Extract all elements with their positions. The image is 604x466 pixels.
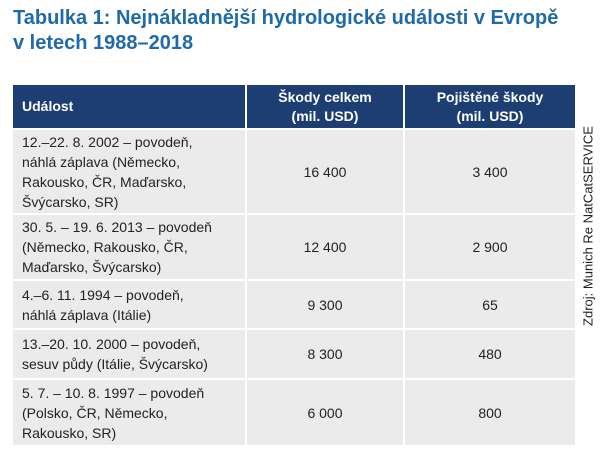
event-cell [13, 378, 247, 445]
header-total-damages-line-2: (mil. USD) [291, 107, 359, 124]
header-insured-damages-line-1: Pojištěné škody [436, 88, 544, 105]
table-row [13, 213, 575, 279]
event-line: náhlá záplava (Itálie) [22, 306, 152, 323]
event-line: (Polsko, ČR, Německo, [22, 404, 168, 421]
header-total-damages-line-1: Škody celkem [278, 88, 372, 105]
table-title [13, 6, 573, 56]
table-row [13, 279, 575, 328]
header-event-label: Událost [22, 98, 74, 114]
insured-damages-cell: 65 [405, 279, 575, 328]
event-line: náhlá záplava (Německo, [22, 153, 180, 170]
event-line: (Německo, Rakousko, ČR, [22, 239, 188, 255]
table-row [13, 128, 575, 213]
event-line: Švýcarsko, SR) [22, 193, 119, 210]
header-insured-damages-line-2: (mil. USD) [456, 107, 524, 124]
source-label: Zdroj: Munich Re NatCatSERVICE [580, 126, 596, 326]
event-line: 4.–6. 11. 1994 – povodeň, [22, 286, 184, 303]
event-line: 5. 7. – 10. 8. 1997 – povodeň [22, 384, 205, 401]
event-cell [13, 328, 247, 378]
event-line: 13.–20. 10. 2000 – povodeň, [22, 336, 201, 352]
header-insured-damages [405, 85, 575, 128]
event-cell [13, 279, 247, 328]
header-total-damages [247, 85, 405, 128]
table-row [13, 378, 575, 445]
title-line-2: v letech 1988–2018 [13, 32, 194, 54]
insured-damages-cell: 480 [405, 328, 575, 378]
insured-damages-cell: 2 900 [405, 213, 575, 279]
event-line: Rakousko, ČR, Maďarsko, [22, 173, 187, 190]
insured-damages-cell: 3 400 [405, 128, 575, 213]
hydrological-events-table [13, 85, 575, 445]
event-line: Maďarsko, Švýcarsko) [22, 259, 162, 275]
event-line: Rakousko, SR) [22, 424, 117, 441]
header-row [13, 85, 575, 128]
title-line-1: Tabulka 1: Nejnákladnější hydrologické události v Evropě [13, 7, 559, 29]
total-damages-cell: 8 300 [247, 328, 405, 378]
event-cell [13, 128, 247, 213]
insured-damages-cell: 800 [405, 378, 575, 445]
event-cell [13, 213, 247, 279]
event-line: sesuv půdy (Itálie, Švýcarsko) [22, 356, 208, 372]
event-line: 12.–22. 8. 2002 – povodeň, [22, 133, 193, 150]
total-damages-cell: 16 400 [247, 128, 405, 213]
event-line: 30. 5. – 19. 6. 2013 – povodeň [22, 219, 212, 235]
total-damages-cell: 6 000 [247, 378, 405, 445]
header-event [13, 85, 247, 128]
total-damages-cell: 9 300 [247, 279, 405, 328]
total-damages-cell: 12 400 [247, 213, 405, 279]
table-row [13, 328, 575, 378]
